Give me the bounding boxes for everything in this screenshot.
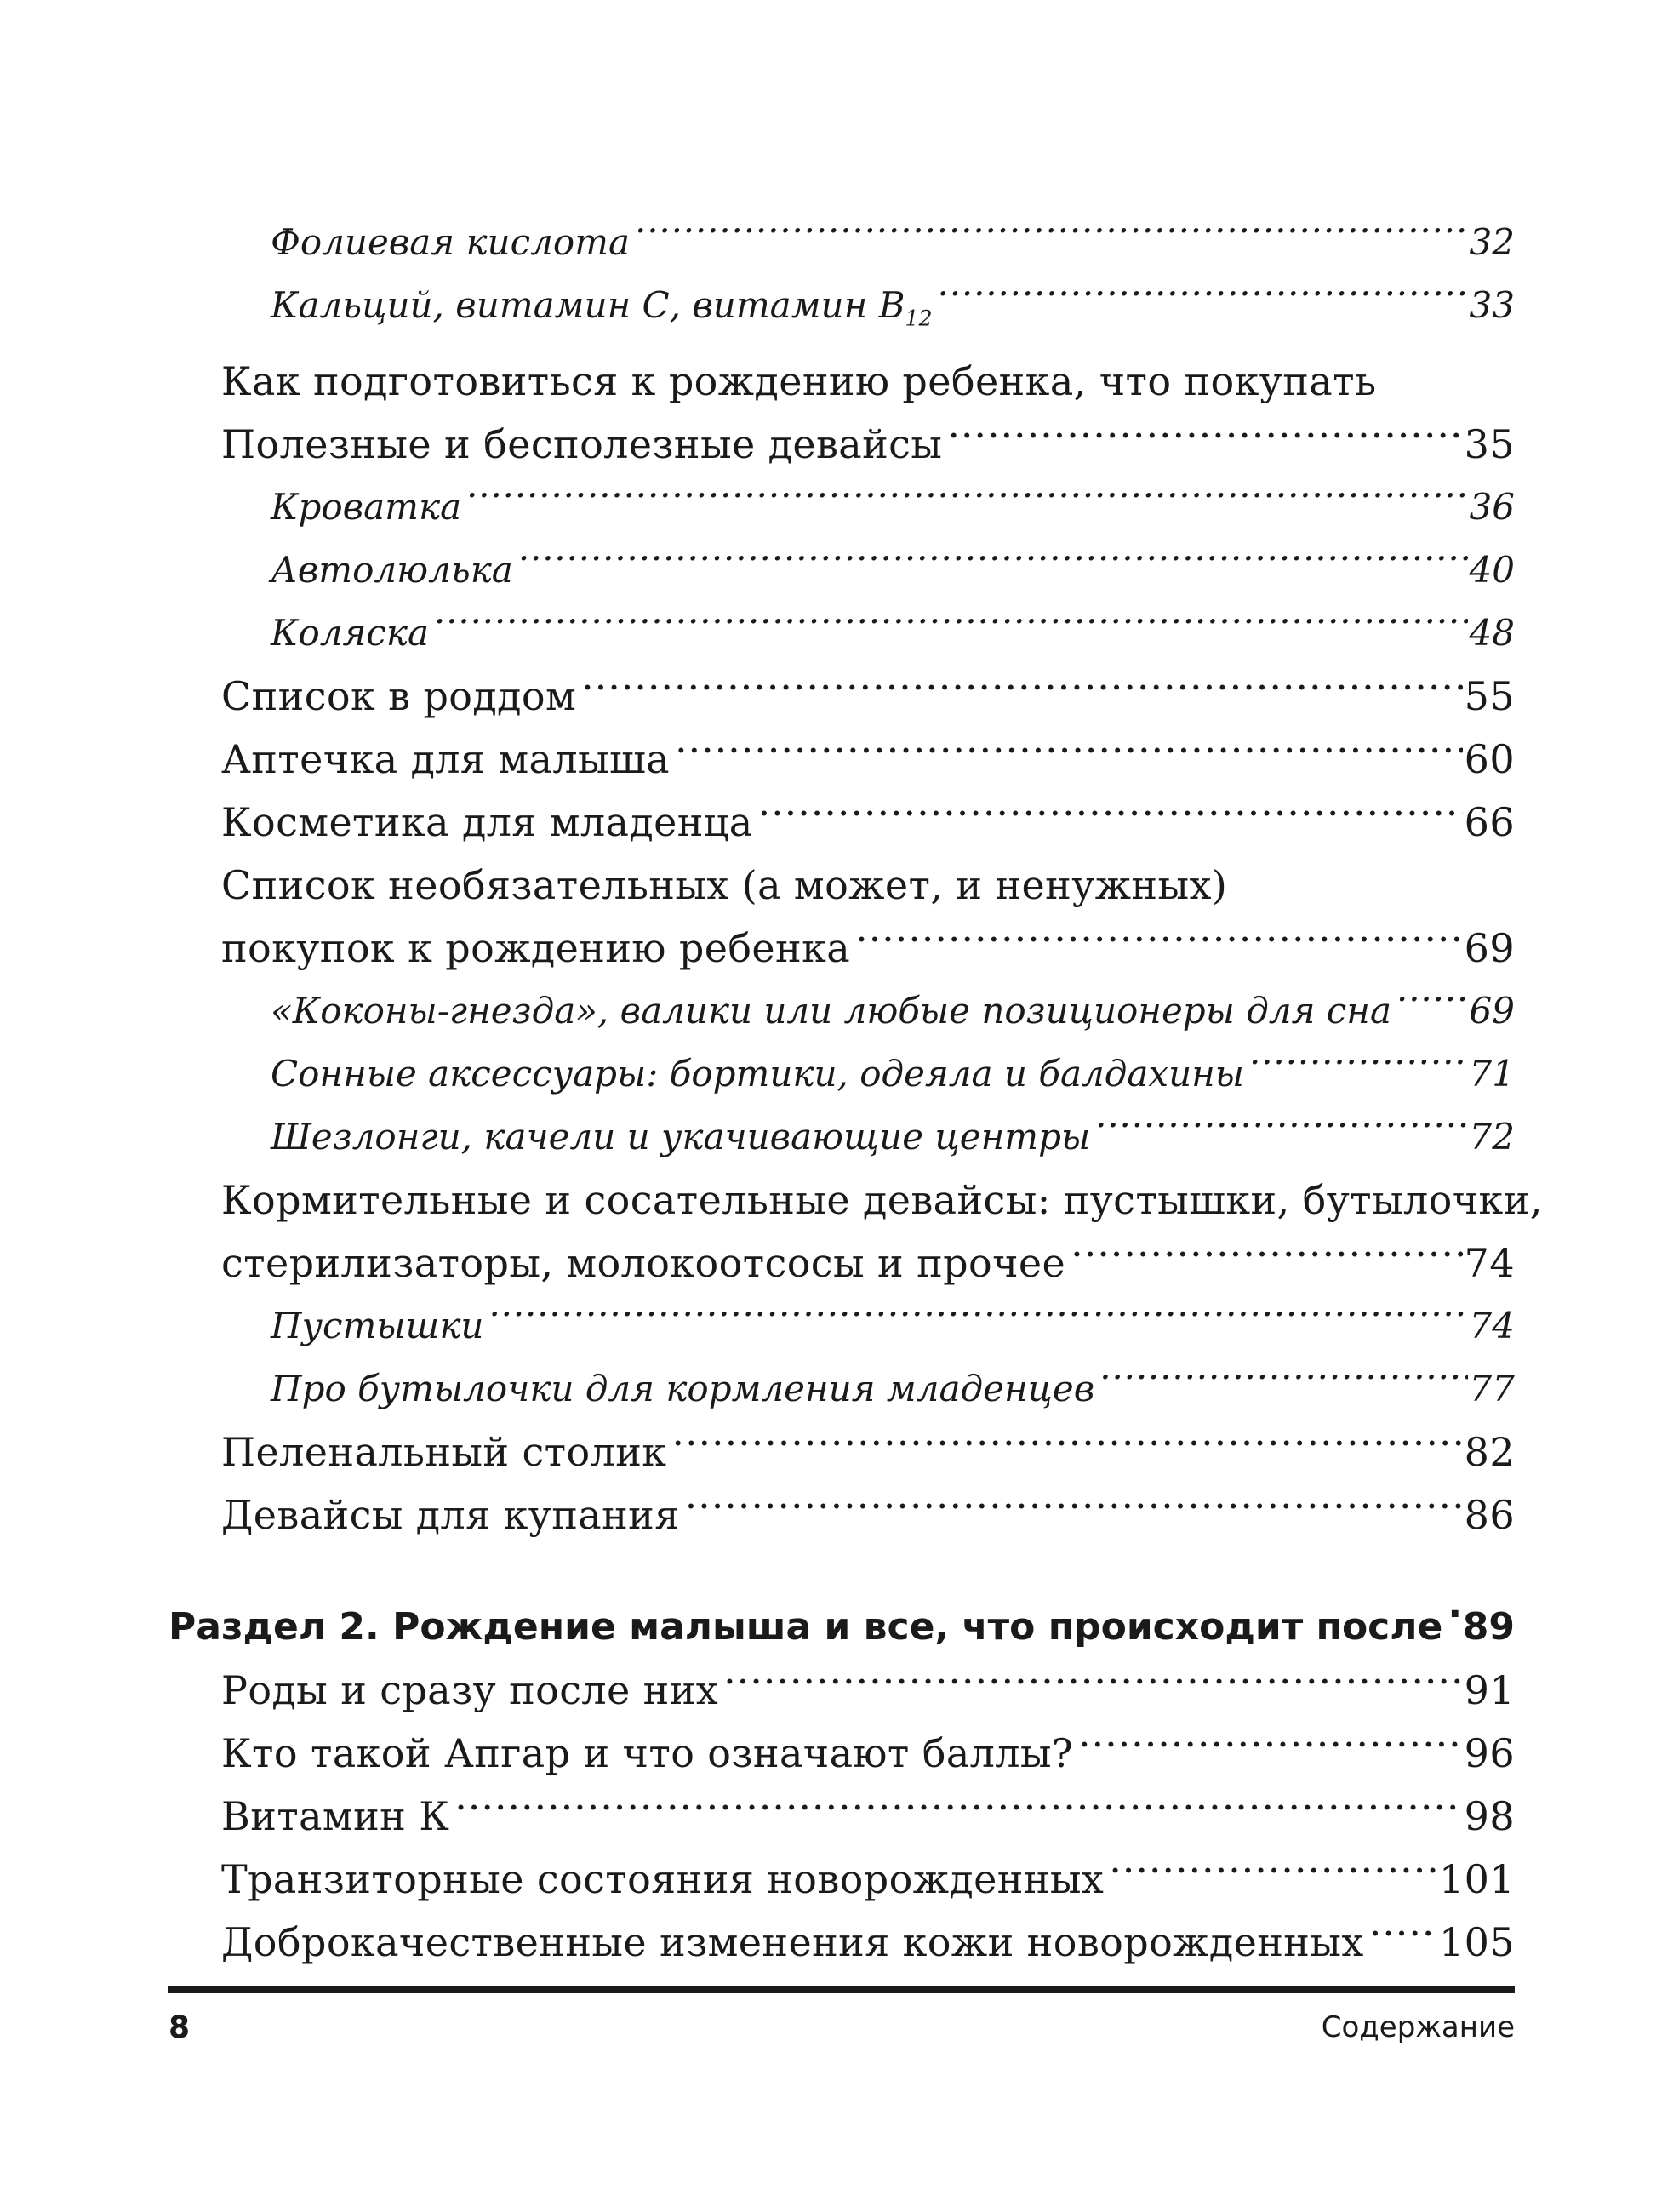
toc-page-number: 91 [1464, 1667, 1515, 1714]
toc-entry-pacifiers[interactable] [168, 1295, 1515, 1357]
toc-page-number: 66 [1464, 799, 1515, 846]
toc-entry-label: Кто такой Апгар и что означают баллы? [221, 1730, 1073, 1777]
toc-page-number: 69 [1469, 990, 1515, 1032]
toc-entry-label: Фолиевая кислота [271, 221, 630, 263]
dot-leader [758, 797, 1463, 836]
toc-page-number: 96 [1464, 1730, 1515, 1777]
dot-leader [1095, 1113, 1467, 1149]
toc-page-number: 74 [1464, 1240, 1515, 1287]
toc-entry-car-seat[interactable] [168, 539, 1515, 602]
toc-page-number: 40 [1469, 549, 1515, 592]
toc-entry-calcium[interactable] [168, 274, 1515, 350]
toc-entry-bathing[interactable] [168, 1483, 1515, 1546]
toc-entry-label: Шезлонги, качели и укачивающие центры [271, 1116, 1091, 1158]
toc-entry-feeding-line[interactable]: Кормительные и сосательные девайсы: пустышки, бутылочки, [221, 1177, 1543, 1224]
toc-entry-label: Девайсы для купания [221, 1492, 680, 1539]
dot-leader [1078, 1728, 1463, 1767]
toc-page-number: 69 [1464, 925, 1515, 972]
toc-entry-label: Роды и сразу после них [221, 1667, 719, 1714]
toc-entry-crib[interactable] [168, 476, 1515, 539]
toc-entry-label: Сонные аксессуары: бортики, одеяла и балдахины [271, 1053, 1245, 1095]
toc-entry-maternity-list[interactable] [168, 665, 1515, 728]
toc-page-number: 35 [1464, 421, 1515, 468]
dot-leader [1396, 987, 1468, 1023]
dot-leader [1448, 1602, 1460, 1639]
dot-leader [1099, 1365, 1467, 1401]
toc-entry-label: Витамин К [221, 1793, 450, 1840]
dot-leader [1109, 1854, 1437, 1893]
dot-leader [671, 1426, 1462, 1466]
toc-page-number: 77 [1469, 1368, 1515, 1410]
toc-page-number: 33 [1469, 284, 1515, 326]
toc-entry-label: стерилизаторы, молокоотсосы и прочее [221, 1240, 1066, 1287]
toc-entry-label: Пеленальный столик [221, 1429, 667, 1476]
toc-entry-optional-line[interactable]: Список необязательных (а может, и ненужных) [221, 862, 1228, 909]
toc-entry-label: Доброкачественные изменения кожи новорожденных [221, 1919, 1364, 1966]
toc-entry-label: Полезные и бесполезные девайсы [221, 421, 943, 468]
toc-section-label: Раздел 2. Рождение малыша и все, что происходит после [168, 1605, 1443, 1649]
toc-entry-folic-acid[interactable] [168, 211, 1515, 274]
subscript: 12 [905, 306, 933, 331]
dot-leader [685, 1489, 1463, 1529]
toc-page-number: 82 [1464, 1429, 1515, 1476]
toc-entry-label: Список в роддом [221, 673, 577, 720]
toc-entry-prepare-line[interactable]: Как подготовиться к рождению ребенка, что покупать [221, 358, 1377, 405]
toc-entry-label: Транзиторные состояния новорожденных [221, 1856, 1105, 1903]
toc-entry-label: Аптечка для малыша [221, 736, 670, 783]
toc-entry-feeding[interactable] [168, 1232, 1515, 1295]
dot-leader [723, 1665, 1463, 1704]
dot-leader [518, 546, 1468, 582]
running-title: Содержание [1321, 2010, 1515, 2044]
toc-entry-vitamin-k[interactable] [168, 1785, 1515, 1848]
toc-page-number: 55 [1464, 673, 1515, 720]
toc-page-number: 98 [1464, 1793, 1515, 1840]
dot-leader [488, 1302, 1467, 1338]
toc-entry-label: Пустышки [271, 1305, 484, 1347]
toc-page-number: 72 [1469, 1116, 1515, 1158]
toc-entry-label: Косметика для младенца [221, 799, 753, 846]
toc-entry-label [271, 274, 938, 350]
dot-leader [635, 219, 1468, 254]
dot-leader [947, 419, 1462, 458]
page-number: 8 [168, 2010, 191, 2045]
toc-entry-first-aid[interactable] [168, 728, 1515, 791]
toc-page-number: 101 [1439, 1856, 1515, 1903]
dot-leader [1071, 1237, 1463, 1277]
toc-page-number: 36 [1469, 486, 1515, 529]
toc-page-number: 89 [1462, 1605, 1515, 1649]
toc-page-number: 86 [1464, 1492, 1515, 1539]
toc-page-number: 105 [1439, 1919, 1515, 1966]
dot-leader [938, 282, 1468, 317]
toc-entry-label: Кроватка [271, 486, 462, 529]
toc-page-number: 74 [1469, 1305, 1515, 1347]
dot-leader [466, 483, 1467, 519]
dot-leader [1249, 1050, 1468, 1086]
toc-page-number: 60 [1464, 736, 1515, 783]
page-footer [168, 2010, 1515, 2053]
toc-entry-label: Коляска [271, 612, 429, 654]
toc-entry-loungers[interactable] [168, 1106, 1515, 1169]
table-of-contents [168, 211, 1543, 1974]
dot-leader [675, 734, 1463, 773]
toc-entry-birth[interactable] [168, 1659, 1515, 1722]
toc-entry-sleep-accessories[interactable] [168, 1043, 1515, 1106]
dot-leader [434, 609, 1468, 645]
toc-entry-cosmetics[interactable] [168, 791, 1515, 854]
toc-entry-apgar[interactable] [168, 1722, 1515, 1785]
toc-entry-label: Про бутылочки для кормления младенцев [271, 1368, 1095, 1410]
toc-entry-cocoons[interactable] [168, 980, 1515, 1043]
dot-leader [1369, 1917, 1437, 1956]
toc-entry-label: «Коконы-гнезда», валики или любые позиционеры для сна [271, 990, 1391, 1032]
toc-entry-label: покупок к рождению ребенка [221, 925, 851, 972]
dot-leader [454, 1791, 1462, 1830]
toc-page-number: 32 [1469, 221, 1515, 263]
dot-leader [855, 923, 1463, 962]
toc-entry-devices[interactable] [168, 413, 1515, 476]
toc-entry-changing-table[interactable] [168, 1420, 1515, 1483]
toc-entry-label-main: Кальций, витамин С, витамин B [271, 284, 905, 326]
toc-entry-skin[interactable] [168, 1911, 1515, 1974]
toc-page-number: 71 [1469, 1053, 1515, 1095]
toc-entry-optional[interactable] [168, 917, 1515, 980]
toc-entry-bottles[interactable] [168, 1357, 1515, 1420]
footer-rule [168, 1986, 1515, 1993]
toc-section-2[interactable] [168, 1596, 1515, 1659]
toc-entry-label: Автолюлька [271, 549, 513, 592]
toc-page-number: 48 [1469, 612, 1515, 654]
toc-entry-transitional[interactable] [168, 1848, 1515, 1911]
dot-leader [581, 671, 1463, 710]
toc-entry-stroller[interactable] [168, 602, 1515, 665]
